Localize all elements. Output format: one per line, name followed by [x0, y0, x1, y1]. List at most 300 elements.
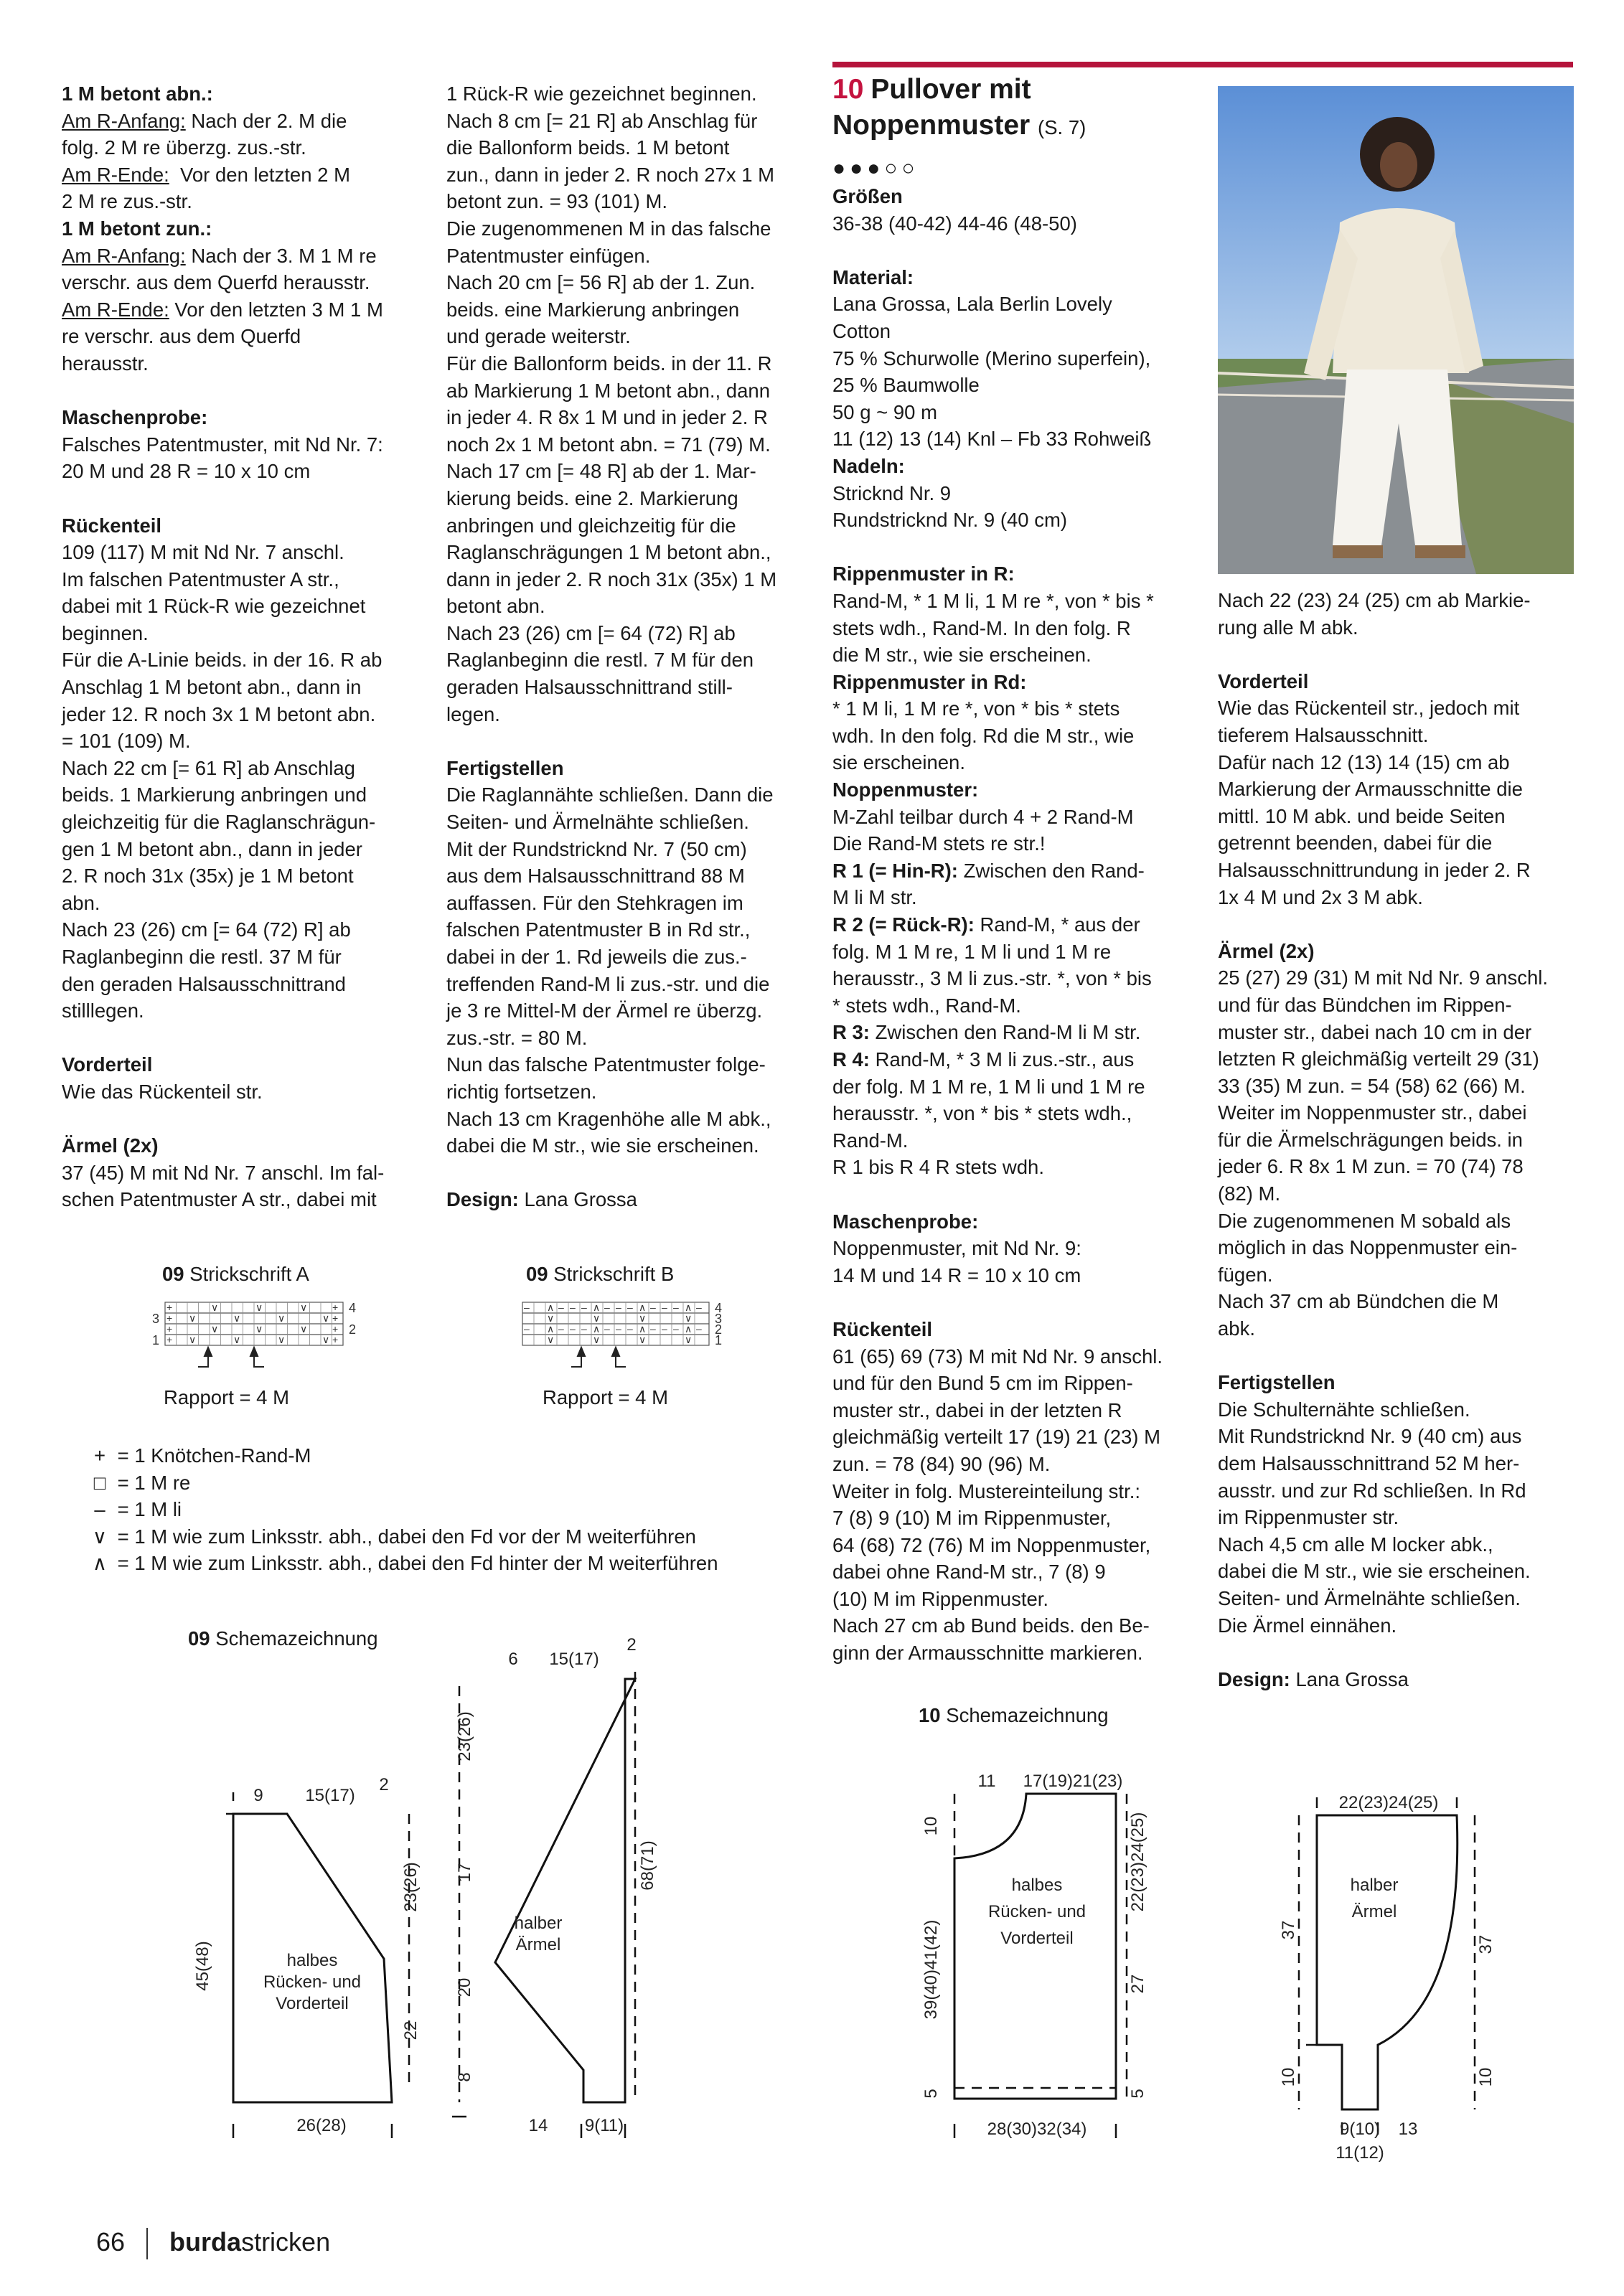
text-line — [832, 507, 1191, 534]
svg-text:∨: ∨ — [233, 1334, 241, 1345]
text-line — [62, 134, 431, 161]
line-text: Cotton — [832, 319, 891, 342]
dim-label: 37 — [1279, 1920, 1298, 1940]
section-heading — [832, 1316, 1191, 1343]
schema-09-drawing — [179, 1629, 696, 2145]
text-line — [446, 997, 816, 1025]
line-text: Im falschen Patentmuster A str., — [62, 568, 339, 591]
text-line — [832, 804, 1191, 831]
svg-text:–: – — [581, 1323, 587, 1335]
piece-label: halbes — [286, 1951, 338, 1970]
piece-label: Ärmel — [515, 1935, 561, 1954]
text-line — [1218, 1531, 1577, 1558]
line-text: dem Halsausschnittrand 52 M her- — [1218, 1452, 1520, 1474]
line-text: stets wdh., Rand-M. In den folg. R — [832, 616, 1131, 639]
svg-text:∧: ∧ — [547, 1323, 555, 1335]
line-text: 64 (68) 72 (76) M im Noppenmuster, — [832, 1533, 1151, 1556]
line-text: M li M str. — [832, 886, 917, 909]
bold-label: R 2 (= Rück-R): — [832, 913, 975, 936]
dim-label: 15(17) — [305, 1786, 355, 1805]
text-line — [62, 728, 431, 755]
text-line — [446, 809, 816, 836]
line-text: Ärmel (2x) — [1218, 939, 1315, 962]
svg-text:–: – — [558, 1323, 564, 1335]
line-text: Rand-M, * 3 M li zus.-str., aus — [869, 1048, 1135, 1071]
line-text: Raglanbeginn die restl. 7 M für den — [446, 649, 754, 672]
text-line — [1218, 1396, 1577, 1424]
line-text: = 101 (109) M. — [62, 730, 191, 753]
line-text: (82) M. — [1218, 1182, 1281, 1205]
line-text: Nach 4,5 cm alle M locker abk., — [1218, 1533, 1493, 1556]
line-text: 1 M betont zun.: — [62, 217, 212, 240]
text-line — [62, 944, 431, 971]
line-text: Noppenmuster: — [832, 778, 979, 801]
line-text: 36-38 (40-42) 44-46 (48-50) — [832, 212, 1077, 235]
svg-text:–: – — [650, 1323, 656, 1335]
line-text: Die Ärmel einnähen. — [1218, 1614, 1397, 1637]
chart-a-title — [162, 1263, 309, 1286]
line-text: im Rippenmuster str. — [1218, 1506, 1399, 1529]
line-text: 11 (12) 13 (14) Knl – Fb 33 Rohweiß — [832, 428, 1152, 451]
dim-label: 15(17) — [549, 1650, 599, 1669]
line-text: 37 (45) M mit Nd Nr. 7 anschl. Im fal- — [62, 1161, 385, 1184]
dim-label: 8 — [455, 2072, 474, 2082]
dim-label: 9(10) — [1339, 2119, 1381, 2139]
line-text: getrennt beenden, dabei für die — [1218, 832, 1493, 855]
line-text: Markierung der Armausschnitte die — [1218, 778, 1523, 801]
text-line — [1218, 1288, 1577, 1315]
text-line — [1218, 1423, 1577, 1450]
text-line — [446, 377, 816, 405]
line-text: 2. R noch 31x (35x) je 1 M betont — [62, 865, 354, 888]
line-text: tieferem Halsausschnitt. — [1218, 723, 1429, 746]
text-line — [446, 404, 816, 431]
line-text: kierung beids. eine 2. Markierung — [446, 486, 738, 509]
text-line — [1218, 1234, 1577, 1261]
text-line — [832, 1100, 1191, 1127]
line-text: Rundstricknd Nr. 9 (40 cm) — [832, 509, 1068, 532]
svg-text:–: – — [696, 1323, 702, 1335]
column-1 — [62, 80, 431, 1213]
bold-label: R 4: — [832, 1048, 870, 1071]
dim-label: 23(26) — [401, 1862, 421, 1912]
line-text: Nach der 3. M 1 M re — [185, 244, 377, 267]
text-line — [446, 296, 816, 324]
line-text: folg. 2 M re überzg. zus.-str. — [62, 136, 306, 159]
line-text: Nach 23 (26) cm [= 64 (72) R] ab — [446, 621, 736, 644]
legend-row — [88, 1523, 718, 1551]
text-line — [1218, 1450, 1577, 1477]
text-line — [1218, 1666, 1577, 1693]
text-line — [832, 1127, 1191, 1154]
text-line — [1218, 1126, 1577, 1154]
chart-b-title — [526, 1263, 674, 1286]
column-4 — [1218, 587, 1577, 1693]
line-text: 75 % Schurwolle (Merino superfein), — [832, 347, 1151, 370]
piece-label: Vorderteil — [1000, 1929, 1074, 1948]
svg-text:–: – — [581, 1302, 587, 1313]
text-line — [832, 1073, 1191, 1101]
dim-label: 22 — [401, 2020, 421, 2041]
legend-row — [88, 1469, 718, 1497]
dim-label: 68(71) — [638, 1840, 657, 1891]
paragraph-gap — [1218, 1639, 1577, 1666]
chart-a-row-label: 1 — [152, 1333, 160, 1347]
dim-label: 27 — [1128, 1974, 1147, 1994]
line-text: Vorderteil — [1218, 669, 1309, 692]
line-text: Nach 17 cm [= 48 R] ab der 1. Mar- — [446, 460, 756, 483]
svg-text:∨: ∨ — [233, 1312, 241, 1324]
paragraph-gap — [1218, 641, 1577, 668]
line-text: Fertigstellen — [446, 756, 564, 779]
legend-symbol: □ — [93, 1471, 106, 1494]
text-line — [832, 857, 1191, 885]
text-line — [832, 1451, 1191, 1478]
text-line — [832, 1235, 1191, 1262]
line-text: jeder 6. R 8x 1 M zun. = 70 (74) 78 — [1218, 1155, 1524, 1178]
line-text: Vorderteil — [62, 1053, 153, 1076]
text-line — [1218, 1585, 1577, 1612]
line-text: zus.-str. = 80 M. — [446, 1026, 588, 1049]
line-text: Zwischen den Rand-M li M str. — [869, 1021, 1141, 1044]
title-accent-bar — [832, 62, 1573, 67]
text-line — [832, 425, 1191, 453]
line-text: ginn der Armausschnitte markieren. — [832, 1642, 1143, 1665]
paragraph-gap — [832, 1289, 1191, 1316]
text-line — [832, 938, 1191, 966]
legend-row — [88, 1550, 718, 1577]
text-line — [62, 296, 431, 324]
line-text: Vor den letzten 2 M — [169, 163, 351, 186]
line-text: betont zun. = 93 (101) M. — [446, 190, 668, 213]
text-line — [446, 890, 816, 917]
svg-text:+: + — [332, 1312, 339, 1324]
text-line — [832, 884, 1191, 911]
line-text: Fertigstellen — [1218, 1371, 1336, 1394]
text-line — [832, 1639, 1191, 1667]
chart-b-grid — [502, 1299, 739, 1378]
text-line — [446, 836, 816, 863]
text-line — [62, 431, 431, 458]
section-heading — [62, 215, 431, 243]
text-line — [446, 512, 816, 540]
text-line — [62, 620, 431, 647]
text-line — [832, 399, 1191, 426]
line-text: M-Zahl teilbar durch 4 + 2 Rand-M — [832, 805, 1134, 828]
section-heading — [446, 755, 816, 782]
legend-symbol: – — [94, 1498, 105, 1521]
line-text: Rand-M, * aus der — [974, 913, 1140, 936]
svg-text:∨: ∨ — [685, 1334, 693, 1345]
text-line — [1218, 884, 1577, 911]
line-text: beginnen. — [62, 621, 149, 644]
svg-text:∧: ∧ — [639, 1323, 647, 1335]
text-line — [832, 1612, 1191, 1639]
dim-label: 14 — [528, 2116, 548, 2135]
text-line — [446, 1132, 816, 1159]
bold-label: Design: — [446, 1188, 519, 1211]
text-line — [1218, 749, 1577, 776]
text-line — [1218, 992, 1577, 1019]
text-line — [832, 1505, 1191, 1532]
pattern-number: 10 — [832, 74, 864, 105]
text-line — [446, 215, 816, 243]
piece-label: Rücken- und — [987, 1902, 1086, 1921]
line-text: 25 (27) 29 (31) M mit Nd Nr. 9 anschl. — [1218, 966, 1549, 989]
text-line — [446, 862, 816, 890]
page-reference: (S. 7) — [1038, 116, 1086, 138]
line-text: letzten R gleichmäßig verteilt 29 (31) — [1218, 1048, 1539, 1071]
paragraph-gap — [62, 377, 431, 405]
piece-label: Vorderteil — [276, 1994, 349, 2013]
line-text: noch 2x 1 M betont abn. = 71 (79) M. — [446, 433, 771, 456]
text-line — [832, 695, 1191, 723]
text-line — [62, 971, 431, 998]
svg-text:∨: ∨ — [189, 1312, 197, 1324]
text-line — [832, 1424, 1191, 1451]
paragraph-gap — [1218, 911, 1577, 938]
text-line — [446, 566, 816, 593]
section-heading — [832, 669, 1191, 696]
text-line — [62, 836, 431, 863]
svg-text:∨: ∨ — [189, 1334, 197, 1345]
line-text: für die Ärmelschrägungen beids. in — [1218, 1128, 1523, 1151]
text-line — [62, 1159, 431, 1187]
paragraph-gap — [446, 728, 816, 755]
line-text: legen. — [446, 702, 500, 725]
legend-symbol: ∧ — [92, 1552, 108, 1575]
text-line — [832, 1532, 1191, 1559]
chart-b-row-label: 3 — [715, 1312, 723, 1326]
piece-label: Ärmel — [1351, 1902, 1397, 1921]
section-heading — [832, 1208, 1191, 1236]
dim-label: 5 — [1128, 2089, 1147, 2099]
svg-text:–: – — [696, 1302, 702, 1313]
text-line — [446, 269, 816, 296]
text-line — [62, 1078, 431, 1106]
text-line — [446, 1078, 816, 1106]
line-text: und gerade weiterstr. — [446, 325, 631, 348]
underlined-label: Am R-Ende: — [62, 298, 169, 321]
text-line — [832, 830, 1191, 857]
line-text: Rückenteil — [62, 514, 162, 537]
text-line — [1218, 829, 1577, 857]
line-text: 61 (65) 69 (73) M mit Nd Nr. 9 anschl. — [832, 1345, 1163, 1368]
legend-text: = 1 M li — [117, 1498, 182, 1521]
svg-text:∨: ∨ — [255, 1323, 263, 1335]
svg-text:∨: ∨ — [211, 1323, 219, 1335]
difficulty-rating: ●●●○○ — [832, 156, 919, 180]
line-text: Nach 22 (23) 24 (25) cm ab Markie- — [1218, 589, 1531, 611]
text-line — [1218, 1153, 1577, 1180]
text-line — [446, 431, 816, 458]
line-text: R 1 bis R 4 R stets wdh. — [832, 1156, 1044, 1179]
line-text: richtig fortsetzen. — [446, 1080, 597, 1103]
page-footer — [96, 2227, 330, 2259]
line-text: je 3 re Mittel-M der Ärmel re überzg. — [446, 999, 763, 1022]
text-line — [62, 243, 431, 270]
line-text: der folg. M 1 M re, 1 M li und 1 M re — [832, 1075, 1145, 1098]
legend-text: = 1 M re — [117, 1471, 191, 1494]
text-line — [832, 992, 1191, 1020]
paragraph-gap — [62, 1025, 431, 1052]
paragraph-gap — [446, 1159, 816, 1187]
line-text: 50 g ~ 90 m — [832, 400, 937, 423]
schema-10-number: 10 — [919, 1704, 941, 1726]
text-line — [446, 323, 816, 350]
section-heading — [832, 453, 1191, 480]
chart-a-label: Strickschrift A — [189, 1263, 309, 1285]
svg-text:∨: ∨ — [278, 1312, 286, 1324]
line-text: Für die Ballonform beids. in der 11. R — [446, 352, 772, 375]
line-text: gleichzeitig für die Raglanschrägun- — [62, 811, 376, 834]
text-line — [62, 269, 431, 296]
line-text: Zwischen den Rand- — [957, 859, 1145, 882]
dim-label: 28(30)32(34) — [987, 2119, 1087, 2139]
svg-text:–: – — [604, 1323, 610, 1335]
text-line — [832, 1558, 1191, 1586]
text-line — [832, 965, 1191, 992]
text-line — [62, 458, 431, 485]
line-text: Stricknd Nr. 9 — [832, 481, 952, 504]
line-text: Rand-M, * 1 M li, 1 M re *, von * bis * — [832, 589, 1154, 612]
schema-10-drawing — [901, 1729, 1532, 2188]
line-text: rung alle M abk. — [1218, 616, 1358, 639]
text-line — [446, 1186, 816, 1213]
chart-b-row-label: 4 — [715, 1301, 723, 1315]
line-text: Seiten- und Ärmelnähte schließen. — [446, 811, 749, 834]
chart-a-grid — [136, 1299, 373, 1378]
text-line — [832, 372, 1191, 399]
chart-a-row-label: 4 — [349, 1301, 357, 1315]
svg-text:+: + — [166, 1312, 173, 1324]
line-text: treffenden Rand-M li zus.-str. und die — [446, 972, 770, 995]
line-text: Nach 13 cm Kragenhöhe alle M abk., — [446, 1107, 771, 1130]
line-text: Für die A-Linie beids. in der 16. R ab — [62, 649, 382, 672]
dim-label: 10 — [1279, 2067, 1298, 2087]
text-line — [446, 161, 816, 189]
svg-text:∨: ∨ — [593, 1312, 601, 1324]
svg-text:∨: ∨ — [685, 1312, 693, 1324]
line-text: Ärmel (2x) — [62, 1134, 159, 1157]
svg-text:∨: ∨ — [639, 1334, 647, 1345]
line-text: Halsausschnittrundung in jeder 2. R — [1218, 858, 1531, 881]
line-text: den geraden Halsausschnittrand — [62, 972, 346, 995]
svg-text:∨: ∨ — [322, 1312, 330, 1324]
text-line — [832, 1154, 1191, 1181]
line-text: dabei ohne Rand-M str., 7 (8) 9 — [832, 1561, 1106, 1584]
text-line — [446, 781, 816, 809]
paragraph-gap — [832, 1181, 1191, 1208]
line-text: Rippenmuster in R: — [832, 563, 1015, 585]
text-line — [832, 1478, 1191, 1505]
text-line — [1218, 1019, 1577, 1046]
line-text: 2 M re zus.-str. — [62, 190, 192, 213]
text-line — [446, 80, 816, 108]
line-text: Material: — [832, 265, 914, 288]
dim-label: 17 — [455, 1863, 474, 1883]
line-text: Die zugenommenen M sobald als — [1218, 1209, 1511, 1232]
text-line — [446, 916, 816, 944]
column-2 — [446, 80, 816, 1213]
svg-text:∨: ∨ — [278, 1334, 286, 1345]
line-text: und für den Bund 5 cm im Rippen- — [832, 1372, 1133, 1395]
line-text: 1x 4 M und 2x 3 M abk. — [1218, 885, 1423, 908]
piece-label: halber — [514, 1914, 563, 1933]
bold-label: R 1 (= Hin-R): — [832, 859, 958, 882]
line-text: in jeder 4. R 8x 1 M und in jeder 2. R — [446, 406, 768, 429]
legend-text: = 1 Knötchen-Rand-M — [117, 1444, 311, 1467]
line-text: ausstr. und zur Rd schließen. In Rd — [1218, 1479, 1526, 1502]
chart-a-number: 09 — [162, 1263, 184, 1285]
line-text: dabei die M str., wie sie erscheinen. — [446, 1134, 759, 1157]
svg-text:–: – — [616, 1302, 621, 1313]
svg-text:∧: ∧ — [547, 1302, 555, 1313]
title-line-1: Pullover mit — [870, 74, 1031, 105]
chart-a-rapport: Rapport = 4 M — [164, 1386, 290, 1408]
text-line — [62, 539, 431, 566]
column-3 — [832, 183, 1191, 1667]
text-line — [1218, 1504, 1577, 1531]
line-text: * 1 M li, 1 M re *, von * bis * stets — [832, 697, 1120, 720]
text-line — [832, 210, 1191, 237]
section-heading — [62, 1051, 431, 1078]
chart-b-label: Strickschrift B — [553, 1263, 675, 1285]
line-text: abn. — [62, 891, 100, 914]
text-line — [62, 916, 431, 944]
text-line — [832, 1586, 1191, 1613]
text-line — [1218, 964, 1577, 992]
dim-label: 23(26) — [455, 1711, 474, 1761]
line-text: auffassen. Für den Stehkragen im — [446, 891, 743, 914]
schema-09-number: 09 — [188, 1627, 210, 1650]
text-line — [1218, 1261, 1577, 1289]
line-text: Nach 27 cm ab Bund beids. den Be- — [832, 1614, 1150, 1637]
text-line — [62, 781, 431, 809]
line-text: Raglanbeginn die restl. 37 M für — [62, 946, 342, 968]
svg-text:∧: ∧ — [593, 1323, 601, 1335]
line-text: geraden Halsausschnittrand still- — [446, 676, 733, 699]
dim-label: 10 — [921, 1816, 941, 1836]
svg-text:∨: ∨ — [547, 1312, 555, 1324]
text-line — [1218, 1208, 1577, 1235]
text-line — [1218, 1045, 1577, 1073]
text-line — [62, 161, 431, 189]
line-text: Die Rand-M stets re str.! — [832, 832, 1046, 855]
svg-text:–: – — [524, 1323, 530, 1335]
text-line — [832, 749, 1191, 776]
line-text: Seiten- und Ärmelnähte schließen. — [1218, 1586, 1521, 1609]
line-text: Raglanschrägungen 1 M betont abn., — [446, 541, 771, 564]
legend-symbol: ∨ — [92, 1525, 108, 1548]
dim-label: 11 — [977, 1772, 996, 1791]
line-text: Größen — [832, 185, 903, 207]
dim-label: 13 — [1398, 2119, 1418, 2139]
text-line — [832, 480, 1191, 507]
text-line — [832, 615, 1191, 642]
text-line — [832, 291, 1191, 318]
line-text: Wie das Rückenteil str. — [62, 1080, 263, 1103]
line-text: 33 (35) M zun. = 54 (58) 62 (66) M. — [1218, 1074, 1526, 1097]
line-text: zun., dann in jeder 2. R noch 27x 1 M — [446, 163, 775, 186]
line-text: Rand-M. — [832, 1129, 909, 1152]
section-heading — [62, 404, 431, 431]
line-text: 25 % Baumwolle — [832, 374, 980, 397]
line-text: muster str., dabei in der letzten R — [832, 1398, 1122, 1421]
section-heading — [1218, 938, 1577, 965]
paragraph-gap — [832, 237, 1191, 264]
line-text: die Ballonform beids. 1 M betont — [446, 136, 730, 159]
